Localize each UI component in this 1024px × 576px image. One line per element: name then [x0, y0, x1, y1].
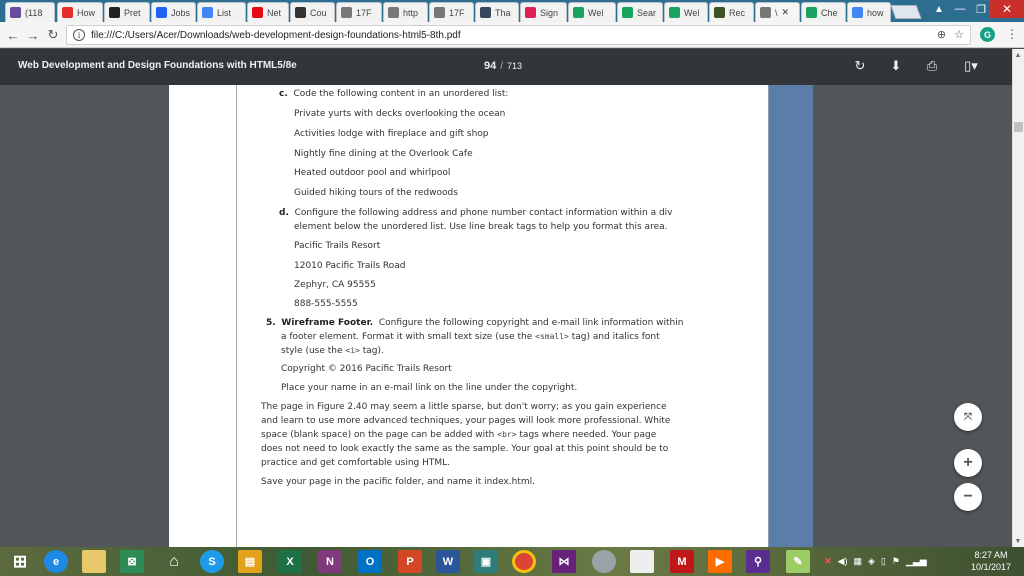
file-explorer-icon[interactable] [82, 550, 106, 573]
page-margin-line [236, 85, 237, 547]
battery-icon[interactable]: ▯ [880, 555, 886, 566]
forward-button[interactable] [24, 26, 42, 44]
media-player-icon[interactable]: ▶ [708, 550, 732, 573]
tab-label: Sign [540, 7, 559, 18]
item-c-marker: c. [279, 89, 288, 99]
page-icon [434, 7, 445, 18]
forward-arrow-icon: → [26, 27, 40, 43]
zoom-out-button[interactable] [954, 483, 982, 511]
tab-label: Cou [310, 7, 327, 18]
address-line: Zephyr, CA 95555 [294, 280, 376, 290]
tab-label: http [403, 7, 419, 18]
dvd-icon[interactable] [592, 550, 616, 573]
bookmark-star-icon[interactable]: ☆ [954, 29, 964, 41]
i-tag-code: <i> [345, 346, 360, 355]
url-text[interactable]: file:///C:/Users/Acer/Downloads/web-development-design-foundations-html5-8th.pdf [91, 29, 461, 41]
sticky-notes-icon[interactable]: ▤ [238, 550, 262, 573]
store-icon[interactable]: ⊠ [120, 550, 144, 573]
list-item: Heated outdoor pool and whirlpool [294, 168, 451, 178]
youtube-icon [62, 7, 73, 18]
c-icon [622, 7, 633, 18]
page-icon [388, 7, 399, 18]
notepad-app-icon[interactable]: ✎ [786, 550, 810, 573]
home-icon[interactable]: ⌂ [169, 552, 179, 570]
step-5 [266, 316, 683, 330]
page-side-band [769, 85, 813, 547]
list-item: Private yurts with decks overlooking the ocean [294, 109, 506, 119]
pdf-toolbar [0, 49, 1024, 85]
place-name-line: Place your name in an e-mail link on the line under the copyright. [281, 383, 578, 393]
wikipedia-icon [109, 7, 120, 18]
user-icon[interactable]: ▲ [934, 3, 944, 15]
paragraph-line: and learn to use more advanced techniques, your pages will look more professional. White [261, 416, 671, 426]
step-5-line2b: tag) and italics font [571, 332, 660, 342]
step-5-line3b: tag). [362, 346, 384, 356]
step-5-line1: Configure the following copyright and e-mail link information within [378, 318, 684, 328]
clock[interactable] [962, 549, 1020, 573]
scroll-down-icon[interactable]: ▼ [1014, 537, 1022, 545]
copyright-line: Copyright © 2016 Pacific Trails Resort [281, 364, 452, 374]
slack-icon [525, 7, 536, 18]
close-window-button[interactable]: ✕ [990, 0, 1024, 18]
address-line: 12010 Pacific Trails Road [294, 261, 406, 271]
item-d-line1: Configure the following address and phone number contact information within a div [294, 208, 673, 218]
excel-icon[interactable]: X [278, 550, 302, 573]
tab-label: Wel [588, 7, 604, 18]
tab-label: Jobs [171, 7, 191, 18]
list-item: Activities lodge with fireplace and gift shop [294, 129, 489, 139]
volume-icon[interactable]: ◀) [837, 555, 848, 566]
visual-studio-icon[interactable]: ⋈ [552, 550, 576, 573]
outlook-icon[interactable]: O [358, 550, 382, 573]
app-tray-icon[interactable]: ▦ [853, 555, 862, 566]
back-button[interactable] [4, 26, 22, 44]
maximize-button[interactable]: ❐ [976, 3, 986, 16]
current-page[interactable]: 94 [484, 60, 497, 72]
list-item: Nightly fine dining at the Overlook Cafe [294, 149, 473, 159]
system-tray [824, 553, 927, 569]
step-5-line2a: a footer element. Format it with small text size (use the [281, 332, 533, 342]
page-icon [760, 7, 771, 18]
fit-page-button[interactable] [954, 403, 982, 431]
scroll-up-icon[interactable]: ▲ [1014, 51, 1022, 59]
tab-label: List [217, 7, 232, 18]
chrome-icon[interactable] [512, 550, 536, 573]
tab-label: Che [821, 7, 838, 18]
grammarly-extension-icon[interactable]: G [980, 27, 995, 42]
rotate-icon[interactable]: ↻ [854, 58, 866, 73]
tab-label: \ [775, 7, 778, 18]
skype-icon[interactable]: S [200, 550, 224, 573]
tab-label: (118 [25, 7, 43, 18]
new-tab-button[interactable] [890, 5, 921, 19]
scroll-thumb[interactable] [1014, 122, 1023, 132]
browser-tab[interactable] [475, 2, 519, 22]
total-pages: 713 [507, 61, 523, 71]
browser-tab[interactable] [197, 2, 246, 22]
tab-label: Pret [124, 7, 141, 18]
paragraph-line3b: tags where needed. Your page [519, 430, 657, 440]
browser-tab[interactable] [709, 2, 754, 22]
internet-explorer-icon[interactable]: e [44, 550, 68, 573]
tab-label: 17F [449, 7, 465, 18]
browser-tab[interactable] [520, 2, 567, 22]
small-tag-code: <small> [535, 332, 569, 341]
list-item: Guided hiking tours of the redwoods [294, 188, 458, 198]
close-notification-icon[interactable]: ✕ [824, 555, 832, 566]
mail-icon [10, 7, 21, 18]
signal-icon[interactable]: ▁▃▅ [905, 555, 927, 566]
clock-time: 8:27 AM [974, 550, 1008, 560]
c-icon [669, 7, 680, 18]
bookmark-menu-icon[interactable]: ▯▾ [964, 58, 978, 73]
tab-label: Sear [637, 7, 657, 18]
pdf-page [169, 85, 813, 547]
step-5-line3a: style (use the [281, 346, 343, 356]
google-icon [202, 7, 213, 18]
fit-page-icon: ⤧ [964, 411, 972, 423]
back-arrow-icon: ← [6, 27, 20, 43]
item-d-line2: element below the unordered list. Use line break tags to help you format this area. [294, 222, 668, 232]
zoom-icon[interactable]: ⊕ [936, 29, 947, 41]
browser-tab[interactable] [336, 2, 382, 22]
browser-tab[interactable] [104, 2, 150, 22]
step-5-line3 [281, 344, 384, 358]
download-icon[interactable]: ⬇ [890, 58, 902, 73]
pdf-viewport[interactable] [0, 85, 1012, 547]
paragraph-line: does not need to look exactly the same as the sample. Your goal at this point should be to [261, 444, 669, 454]
step-5-heading: Wireframe Footer. [281, 318, 374, 328]
c-icon [806, 7, 817, 18]
browser-tab[interactable] [664, 2, 708, 22]
c-icon [573, 7, 584, 18]
browser-tab[interactable] [383, 2, 428, 22]
powerpoint-icon[interactable]: P [398, 550, 422, 573]
clock-date: 10/1/2017 [970, 562, 1012, 572]
tab-label: 17F [356, 7, 372, 18]
tab-label: how [867, 7, 884, 18]
b-icon [714, 7, 725, 18]
coursera-icon [295, 7, 306, 18]
mcafee-icon[interactable]: M [670, 550, 694, 573]
info-icon[interactable]: i [73, 29, 85, 41]
flag-icon[interactable]: ⚑ [891, 555, 900, 566]
taskbar [0, 547, 1024, 576]
word-icon[interactable]: W [436, 550, 460, 573]
tab-label: Net [267, 7, 282, 18]
address-line: Pacific Trails Resort [294, 241, 381, 251]
item-c-text: Code the following content in an unordered list: [293, 89, 509, 99]
browser-tab[interactable] [617, 2, 663, 22]
page-indicator [484, 60, 522, 72]
browser-tab[interactable] [151, 2, 196, 22]
tumblr-icon [480, 7, 491, 18]
browser-tab[interactable] [5, 2, 55, 22]
browser-menu-icon[interactable]: ⋮ [1006, 27, 1018, 41]
close-tab-icon[interactable]: ✕ [781, 7, 790, 17]
zoom-in-button[interactable] [954, 449, 982, 477]
minimize-button[interactable]: — [954, 3, 966, 15]
browser-tab[interactable] [801, 2, 846, 22]
google-icon [852, 7, 863, 18]
item-d [279, 206, 673, 220]
netflix-icon [252, 7, 263, 18]
paragraph-line [261, 428, 656, 442]
tab-label: Wel [684, 7, 700, 18]
item-c [279, 87, 508, 101]
blank-app-icon[interactable] [630, 550, 654, 573]
pdf-title: Web Development and Design Foundations with HTML5/8e [18, 60, 297, 71]
print-icon[interactable]: ⎙ [926, 58, 938, 73]
indeed-icon [156, 7, 167, 18]
tab-label: Tha [495, 7, 511, 18]
plus-icon: + [963, 454, 973, 471]
browser-toolbar [0, 22, 1024, 48]
browser-tab[interactable] [429, 2, 474, 22]
paragraph-line3a: space (blank space) on the page can be added with [261, 430, 495, 440]
page-icon [341, 7, 352, 18]
paragraph-line: The page in Figure 2.40 may seem a little sparse, but don't worry; as you gain experience [261, 402, 667, 412]
search-app-icon[interactable]: ⚲ [746, 550, 770, 573]
minus-icon: − [963, 488, 973, 505]
step-5-marker: 5. [266, 318, 276, 328]
tab-label: How [77, 7, 96, 18]
address-bar[interactable] [66, 25, 971, 45]
reload-icon: ↻ [47, 27, 59, 42]
address-line: 888-555-5555 [294, 299, 358, 309]
save-instruction: Save your page in the pacific folder, and name it index.html. [261, 477, 535, 487]
onenote-icon[interactable]: N [318, 550, 342, 573]
br-tag-code: <br> [497, 430, 517, 439]
paragraph-line: practice and get comfortable using HTML. [261, 458, 451, 468]
reload-button[interactable] [44, 26, 62, 44]
browser-tab[interactable] [247, 2, 289, 22]
browser-tab[interactable] [568, 2, 616, 22]
network-icon[interactable]: ◈ [867, 555, 875, 566]
tab-label: Rec [729, 7, 746, 18]
browser-tab[interactable] [290, 2, 335, 22]
step-5-line2 [281, 330, 660, 344]
windows-start-icon[interactable]: ⊞ [12, 551, 28, 571]
browser-tab[interactable] [847, 2, 891, 22]
page-separator: / [500, 61, 504, 72]
item-d-marker: d. [279, 208, 289, 218]
photos-icon[interactable]: ▣ [474, 550, 498, 573]
browser-tab[interactable] [57, 2, 103, 22]
tab-strip [0, 0, 1024, 22]
browser-tab[interactable] [755, 2, 800, 22]
